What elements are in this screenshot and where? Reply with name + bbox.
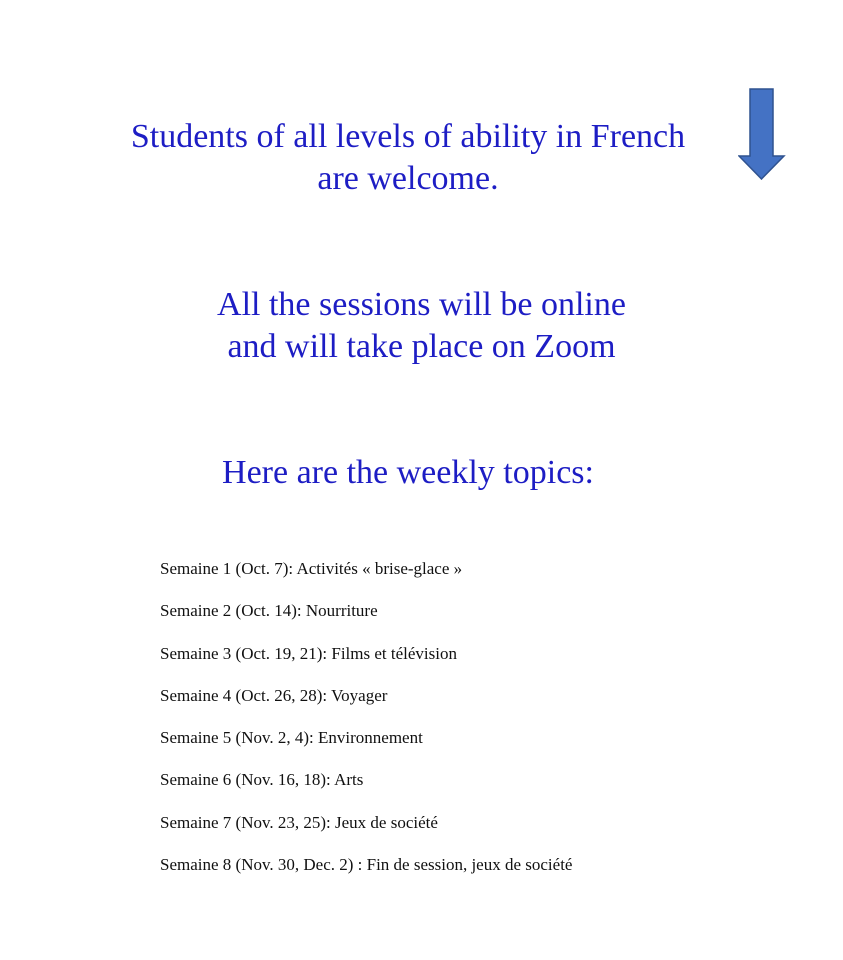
topic-week-4: Semaine 4 (Oct. 26, 28): Voyager (160, 685, 388, 705)
online-heading-line-1: All the sessions will be online (217, 286, 626, 323)
topic-week-5: Semaine 5 (Nov. 2, 4): Environnement (160, 728, 423, 748)
topic-week-3: Semaine 3 (Oct. 19, 21): Films et télévision (160, 643, 457, 663)
down-arrow-icon (738, 88, 786, 180)
topic-week-6: Semaine 6 (Nov. 16, 18): Arts (160, 770, 364, 790)
topics-heading: Here are the weekly topics: (222, 454, 594, 491)
welcome-heading-line-2: are welcome. (317, 160, 499, 197)
topic-week-8: Semaine 8 (Nov. 30, Dec. 2) : Fin de session, jeux de société (160, 855, 573, 875)
topic-week-7: Semaine 7 (Nov. 23, 25): Jeux de société (160, 812, 438, 832)
welcome-heading-line-1: Students of all levels of ability in French (130, 118, 686, 155)
weekly-topics-list (160, 558, 572, 896)
online-heading (0, 284, 843, 368)
online-heading-line-2: and will take place on Zoom (227, 328, 616, 365)
welcome-heading (0, 116, 816, 200)
topic-week-1: Semaine 1 (Oct. 7): Activités « brise-glace » (160, 559, 463, 578)
topic-week-2: Semaine 2 (Oct. 14): Nourriture (160, 601, 378, 621)
